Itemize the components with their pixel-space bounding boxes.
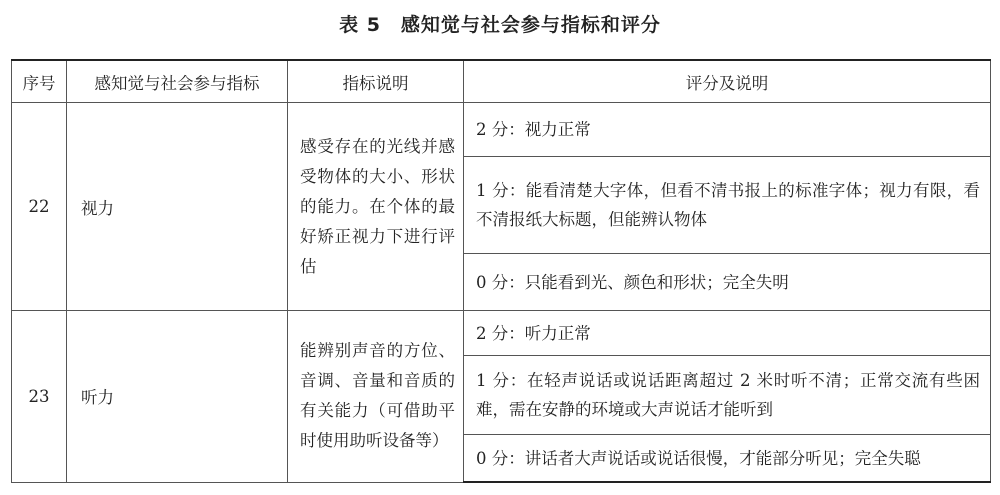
score-item: 1 分：在轻声说话或说话距离超过 2 米时听不清；正常交流有些困难，需在安静的环境或大声说话才能听到	[464, 356, 991, 435]
header-scoring: 评分及说明	[464, 60, 991, 103]
header-number: 序号	[12, 60, 67, 103]
row-number: 23	[12, 311, 67, 483]
indicator-name: 听力	[67, 311, 288, 483]
table-row	[12, 311, 991, 356]
score-item: 0 分：只能看到光、颜色和形状；完全失明	[464, 254, 991, 311]
score-item: 2 分：听力正常	[464, 311, 991, 356]
score-item: 1 分：能看清楚大字体，但看不清书报上的标准字体；视力有限，看不清报纸大标题，但能辨认物体	[464, 157, 991, 254]
header-row	[12, 60, 991, 103]
indicator-description: 能辨别声音的方位、音调、音量和音质的有关能力（可借助平时使用助听设备等）	[288, 311, 464, 483]
indicator-name: 视力	[67, 103, 288, 311]
indicator-description: 感受存在的光线并感受物体的大小、形状的能力。在个体的最好矫正视力下进行评估	[288, 103, 464, 311]
header-description: 指标说明	[288, 60, 464, 103]
table-row	[12, 103, 991, 157]
score-item: 0 分：讲话者大声说话或说话很慢，才能部分听见；完全失聪	[464, 435, 991, 483]
row-number: 22	[12, 103, 67, 311]
table-title: 表 5 感知觉与社会参与指标和评分	[339, 14, 661, 36]
assessment-table	[11, 59, 991, 483]
score-item: 2 分：视力正常	[464, 103, 991, 157]
header-indicator: 感知觉与社会参与指标	[67, 60, 288, 103]
